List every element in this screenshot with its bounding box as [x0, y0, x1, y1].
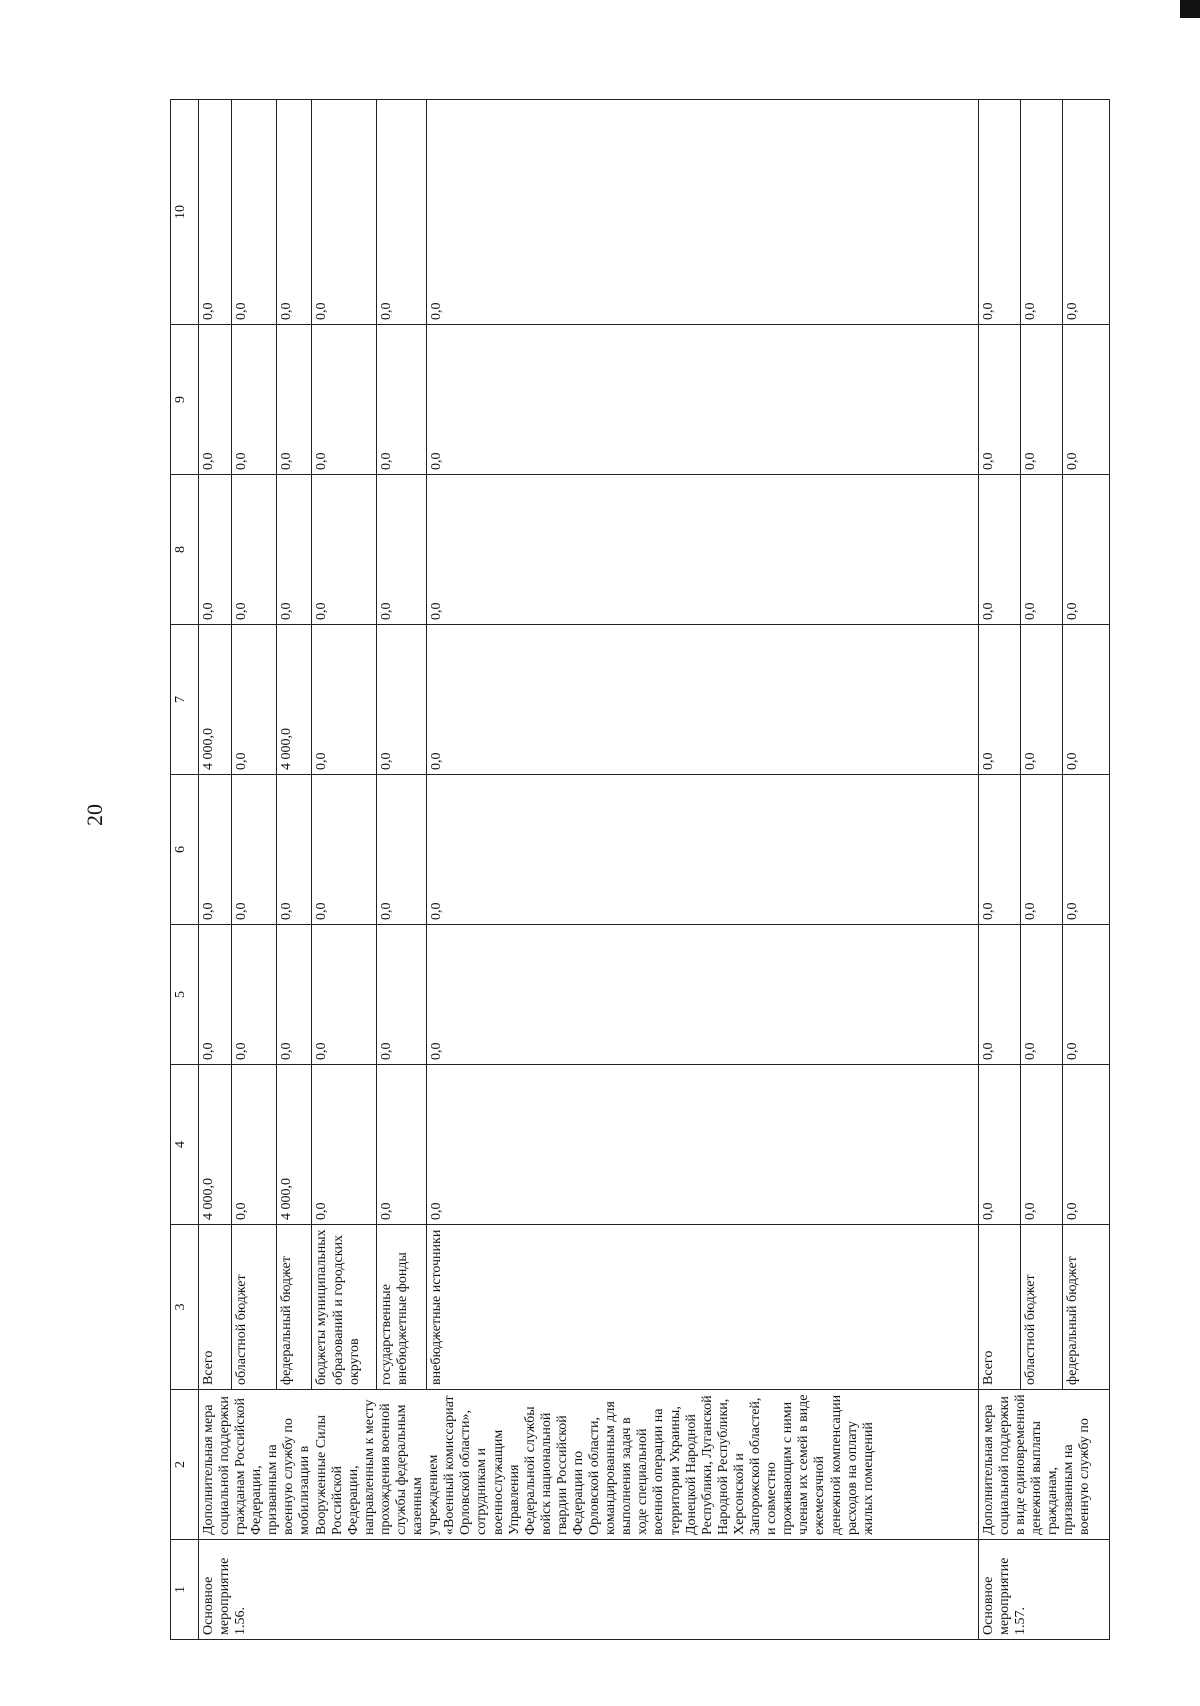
source-cell: областной бюджет: [1020, 1225, 1062, 1390]
header-cell: 4: [171, 1065, 199, 1225]
value-cell: 0,0: [1020, 925, 1062, 1065]
value-cell: 0,0: [427, 925, 979, 1065]
event-name-cell: Основное мероприятие 1.56.: [198, 1540, 978, 1640]
value-cell: 0,0: [427, 625, 979, 775]
source-cell: федеральный бюджет: [1063, 1225, 1110, 1390]
header-cell: 8: [171, 475, 199, 625]
value-cell: 0,0: [1063, 925, 1110, 1065]
value-cell: 0,0: [1063, 475, 1110, 625]
value-cell: 0,0: [427, 775, 979, 925]
value-cell: 0,0: [312, 325, 377, 475]
value-cell: 0,0: [1020, 325, 1062, 475]
page-number: 20: [82, 804, 107, 826]
header-cell: 9: [171, 325, 199, 475]
source-cell: Всего: [978, 1225, 1020, 1390]
value-cell: 4 000,0: [276, 625, 312, 775]
header-cell: 5: [171, 925, 199, 1065]
value-cell: 0,0: [232, 325, 277, 475]
value-cell: 0,0: [276, 475, 312, 625]
value-cell: 0,0: [198, 100, 231, 325]
header-cell: 3: [171, 1225, 199, 1390]
value-cell: 0,0: [377, 775, 427, 925]
value-cell: 0,0: [1063, 100, 1110, 325]
header-cell: 7: [171, 625, 199, 775]
value-cell: 4 000,0: [198, 1065, 231, 1225]
table-row: [978, 100, 1020, 1640]
value-cell: 0,0: [312, 1065, 377, 1225]
value-cell: 0,0: [978, 775, 1020, 925]
value-cell: 4 000,0: [198, 625, 231, 775]
header-row: [171, 100, 199, 1640]
value-cell: 0,0: [377, 475, 427, 625]
source-cell: федеральный бюджет: [276, 1225, 312, 1390]
value-cell: 0,0: [427, 475, 979, 625]
value-cell: 0,0: [312, 775, 377, 925]
value-cell: 0,0: [377, 325, 427, 475]
value-cell: 0,0: [978, 325, 1020, 475]
value-cell: 0,0: [232, 100, 277, 325]
source-cell: областной бюджет: [232, 1225, 277, 1390]
value-cell: 0,0: [1020, 475, 1062, 625]
scan-corner-mark: [1180, 0, 1200, 18]
value-cell: 0,0: [978, 925, 1020, 1065]
value-cell: 0,0: [312, 925, 377, 1065]
table-row: [198, 100, 231, 1640]
value-cell: 0,0: [276, 925, 312, 1065]
value-cell: 0,0: [377, 1065, 427, 1225]
source-cell: бюджеты муниципальных образований и городских округов: [312, 1225, 377, 1390]
value-cell: 0,0: [232, 925, 277, 1065]
source-cell: Всего: [198, 1225, 231, 1390]
value-cell: 0,0: [1020, 775, 1062, 925]
value-cell: 0,0: [427, 325, 979, 475]
rotated-table-wrapper: [170, 100, 1110, 1640]
value-cell: 0,0: [1063, 625, 1110, 775]
header-cell: 10: [171, 100, 199, 325]
value-cell: 0,0: [377, 100, 427, 325]
event-description-cell: Дополнительная мера социальной поддержки в виде единовременной денежной выплаты гражданам, призванным на военную службу по: [978, 1390, 1109, 1540]
header-cell: 6: [171, 775, 199, 925]
value-cell: 0,0: [427, 1065, 979, 1225]
value-cell: 0,0: [1063, 325, 1110, 475]
value-cell: 0,0: [232, 625, 277, 775]
value-cell: 0,0: [377, 925, 427, 1065]
value-cell: 0,0: [198, 475, 231, 625]
value-cell: 0,0: [1063, 775, 1110, 925]
value-cell: 0,0: [978, 475, 1020, 625]
value-cell: 0,0: [312, 625, 377, 775]
header-cell: 1: [171, 1540, 199, 1640]
value-cell: 0,0: [232, 775, 277, 925]
value-cell: 0,0: [232, 475, 277, 625]
budget-table: [170, 99, 1110, 1640]
value-cell: 4 000,0: [276, 1065, 312, 1225]
value-cell: 0,0: [978, 625, 1020, 775]
value-cell: 0,0: [1020, 1065, 1062, 1225]
value-cell: 0,0: [312, 100, 377, 325]
value-cell: 0,0: [198, 925, 231, 1065]
value-cell: 0,0: [1020, 100, 1062, 325]
value-cell: 0,0: [427, 100, 979, 325]
value-cell: 0,0: [198, 775, 231, 925]
value-cell: 0,0: [198, 325, 231, 475]
value-cell: 0,0: [276, 775, 312, 925]
event-description-cell: Дополнительная мера социальной поддержки гражданам Российской Федерации, призванным на военную службу по мобилизации в Вооруженные Силы Российской Федерации, направленным к месту прохождения военной службы федеральным казенным учреждением «Военный комиссариат Орловской области», сотрудникам и военнослужащим Управления Федеральной службы войск национальной гвардии Российской Федерации по Орловской области, командированным для выполнения задач в ходе специальной военной операции на территории Украины, Донецкой Народной Республики, Луганской Народной Республики, Херсонской и Запорожской областей, и совместно проживающим с ними членам их семей в виде ежемесячной денежной компенсации расходов на оплату жилых помещений: [198, 1390, 978, 1540]
value-cell: 0,0: [276, 325, 312, 475]
value-cell: 0,0: [276, 100, 312, 325]
source-cell: внебюджетные источники: [427, 1225, 979, 1390]
event-name-cell: Основное мероприятие 1.57.: [978, 1540, 1109, 1640]
source-cell: государственные внебюджетные фонды: [377, 1225, 427, 1390]
value-cell: 0,0: [978, 100, 1020, 325]
value-cell: 0,0: [978, 1065, 1020, 1225]
value-cell: 0,0: [377, 625, 427, 775]
value-cell: 0,0: [312, 475, 377, 625]
value-cell: 0,0: [1020, 625, 1062, 775]
header-cell: 2: [171, 1390, 199, 1540]
value-cell: 0,0: [232, 1065, 277, 1225]
value-cell: 0,0: [1063, 1065, 1110, 1225]
